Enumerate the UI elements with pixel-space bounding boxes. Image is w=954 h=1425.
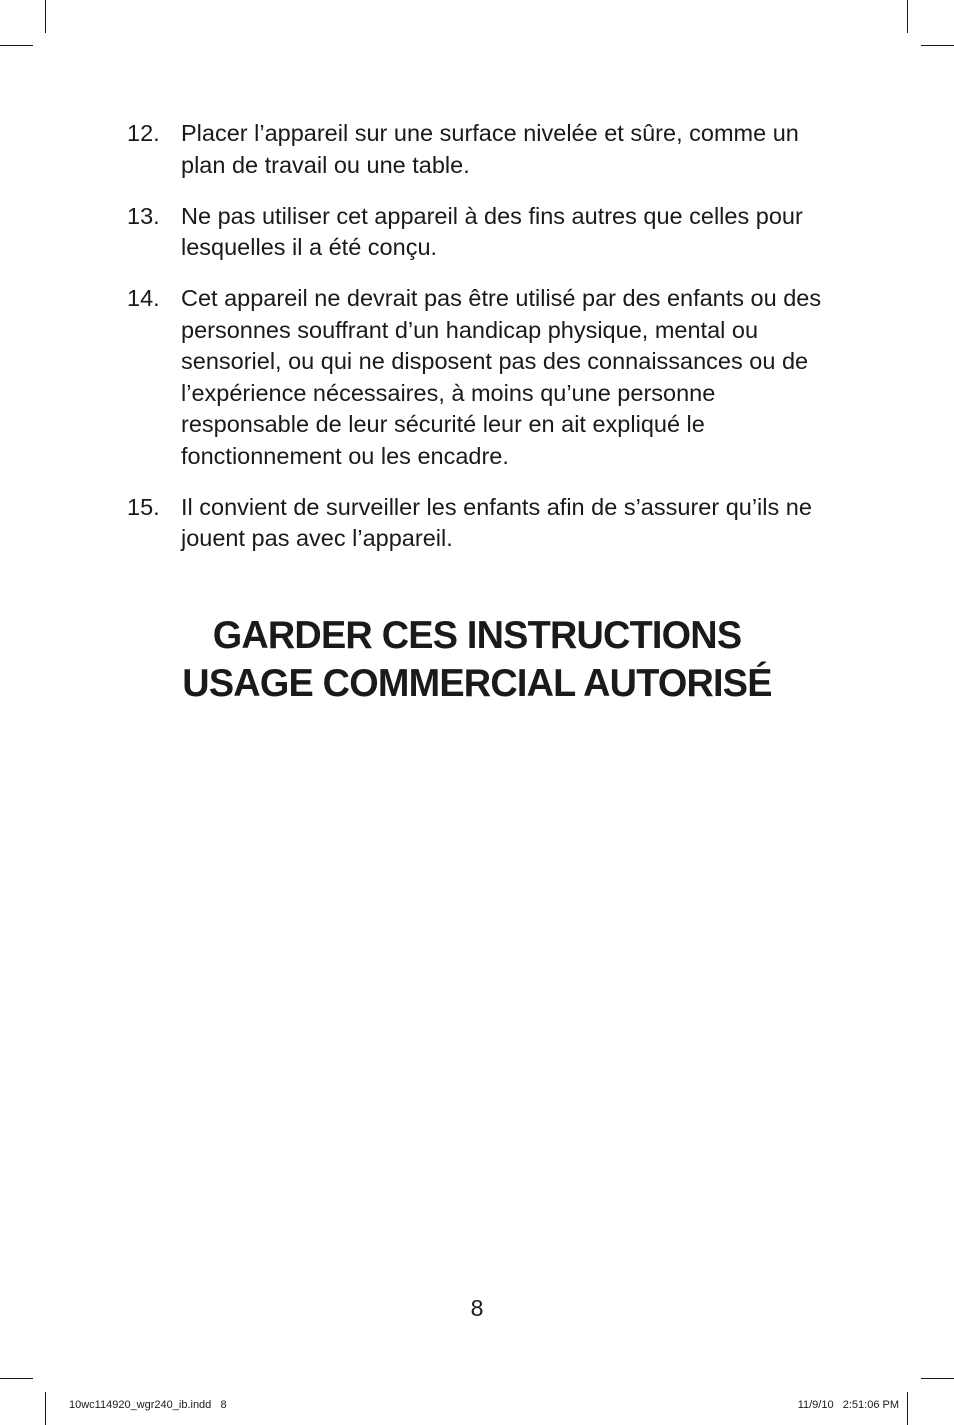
item-text: Il convient de surveiller les enfants afin de s’assurer qu’ils ne jouent pas avec l’appareil. — [181, 493, 812, 551]
list-item — [127, 118, 837, 181]
crop-mark — [921, 1378, 954, 1379]
item-number: 14. — [127, 285, 160, 311]
item-number: 15. — [127, 493, 160, 520]
item-number: 13. — [127, 202, 160, 229]
list-item — [127, 201, 837, 264]
crop-mark — [0, 45, 33, 46]
crop-mark — [907, 1392, 908, 1425]
file-slug: 10wc114920_wgr240_ib.indd 8 — [69, 1399, 227, 1411]
list-item — [127, 283, 837, 472]
item-text: Ne pas utiliser cet appareil à des fins autres que celles pour lesquelles il a été conçu. — [181, 202, 803, 260]
item-text: Placer l’appareil sur une surface nivelée et sûre, comme un plan de travail ou une table. — [181, 120, 799, 178]
list-item — [127, 492, 837, 555]
date-slug: 11/9/10 2:51:06 PM — [797, 1399, 899, 1411]
crop-mark — [45, 0, 46, 33]
heading-line-keep-instructions: GARDER CES INSTRUCTIONS — [212, 614, 742, 657]
page-number: 8 — [470, 1295, 484, 1321]
safety-instructions-list — [127, 118, 837, 574]
item-text: Cet appareil ne devrait pas être utilisé par des enfants ou des personnes souffrant d’un handicap physique, mental ou sensoriel, ou qui ne disposent pas des connaissances ou de l’expérience nécessaires, à moins qu’une personne responsable de leur sécurité leur en ait expliqué le fonctionnement ou les encadre. — [181, 285, 822, 469]
crop-mark — [907, 0, 908, 33]
item-number: 12. — [127, 120, 160, 146]
crop-mark — [0, 1378, 33, 1379]
page-heading — [0, 612, 954, 708]
crop-mark — [45, 1392, 46, 1425]
heading-line-commercial-use: USAGE COMMERCIAL AUTORISÉ — [182, 662, 772, 705]
crop-mark — [921, 45, 954, 46]
